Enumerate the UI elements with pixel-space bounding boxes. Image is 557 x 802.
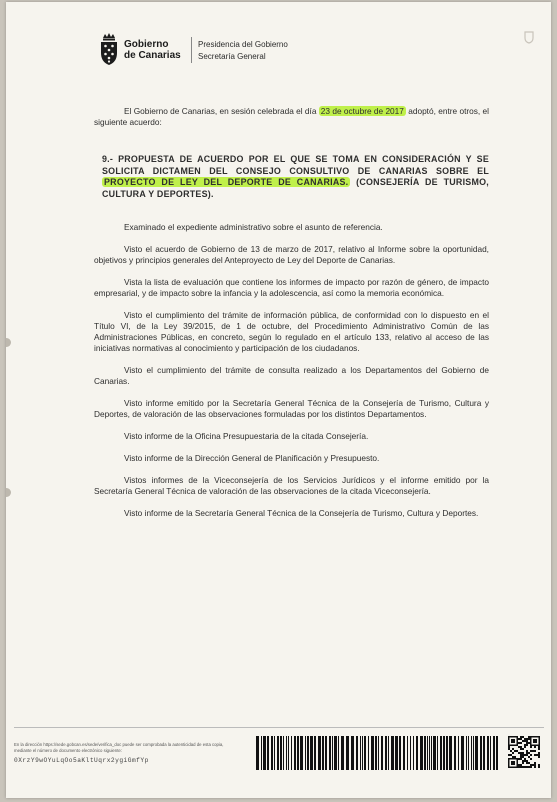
- organization-name: [124, 39, 181, 61]
- paragraph: Visto informe de la Dirección General de Planificación y Presupuesto.: [124, 453, 380, 463]
- document-body: [94, 106, 489, 530]
- document-page: [6, 2, 551, 798]
- department-name: [198, 39, 288, 63]
- paragraph: Visto informe emitido por la Secretaría General Técnica de la Consejería de Turismo, Cultura y Deportes, de valoración de las observaciones formuladas por los distintos Departamentos.: [94, 398, 489, 419]
- paragraph: Visto el cumplimiento del trámite de consulta realizado a los Departamentos del Gobierno de Canarias.: [94, 365, 489, 386]
- document-code: 0XrzY9wOYuLqOo5aKltUqrx2ygiGmfYp: [14, 757, 149, 764]
- agenda-item: [102, 154, 489, 200]
- paragraph: Vista la lista de evaluación que contiene los informes de impacto por razón de género, de impacto empresarial, y de impacto sobre la infancia y la adolescencia, así como la memoria económica.: [94, 277, 489, 298]
- qr-code-icon: [508, 736, 540, 768]
- header-divider: [191, 37, 192, 63]
- paragraph: Examinado el expediente administrativo sobre el asunto de referencia.: [124, 222, 383, 232]
- paragraph: Visto el cumplimiento del trámite de información pública, de conformidad con lo dispuesto en el Título VI, de la Ley 39/2015, de 1 de octubre, del Procedimiento Administrativo Común de las Administraciones Públicas, en concreto, según lo regulado en el artículo 133, relativo al acceso de las iniciativas normativas al conocimiento y participación de los ciudadanos.: [94, 310, 489, 353]
- punch-hole: [6, 338, 11, 347]
- barcode-icon: [256, 736, 498, 770]
- intro-text-end: adoptó, entre otros, el siguiente acuerdo:: [94, 106, 489, 127]
- paragraph: Visto el acuerdo de Gobierno de 13 de marzo de 2017, relativo al Informe sobre la oportunidad, objetivos y principios generales del Anteproyecto de Ley del Deporte de Canarias.: [94, 244, 489, 265]
- paragraph: Visto informe de la Secretaría General Técnica de la Consejería de Turismo, Cultura y Deportes.: [124, 508, 479, 518]
- intro-text: El Gobierno de Canarias, en sesión celebrada el día: [124, 106, 319, 116]
- agenda-item-text: 9.- PROPUESTA DE ACUERDO POR EL QUE SE TOMA EN CONSIDERACIÓN Y SE SOLICITA DICTAMEN DEL CONSEJO CONSULTIVO DE CANARIAS SOBRE EL: [102, 154, 489, 176]
- dept-line-1: Presidencia del Gobierno: [198, 40, 288, 49]
- org-line-1: Gobierno: [124, 39, 169, 50]
- org-line-2: de Canarias: [124, 50, 181, 61]
- agenda-item-department: (CONSEJERÍA DE TURISMO, CULTURA Y DEPORTES).: [102, 177, 489, 199]
- verification-footer: [14, 727, 544, 772]
- highlighted-law-title: PROYECTO DE LEY DEL DEPORTE DE CANARIAS.: [104, 177, 349, 187]
- punch-hole: [6, 488, 11, 497]
- highlighted-date: 23 de octubre de 2017: [320, 106, 404, 116]
- verification-text: En la dirección https://sede.gobcan.es/sede/verifica_doc puede ser comprobada la autenticidad de esta copia, mediante el número de documento electrónico siguiente:: [14, 742, 224, 753]
- intro-paragraph: [94, 106, 489, 128]
- paragraph: Visto informe de la Oficina Presupuestaria de la citada Consejería.: [124, 431, 369, 441]
- crest-outline-icon: [523, 30, 535, 44]
- coat-of-arms-icon: [98, 32, 120, 66]
- paragraph: Vistos informes de la Viceconsejería de los Servicios Jurídicos y el informe emitido por la Secretaría General Técnica de valoración de las observaciones de la citada Viceconsejería.: [94, 475, 489, 496]
- dept-line-2: Secretaría General: [198, 52, 266, 61]
